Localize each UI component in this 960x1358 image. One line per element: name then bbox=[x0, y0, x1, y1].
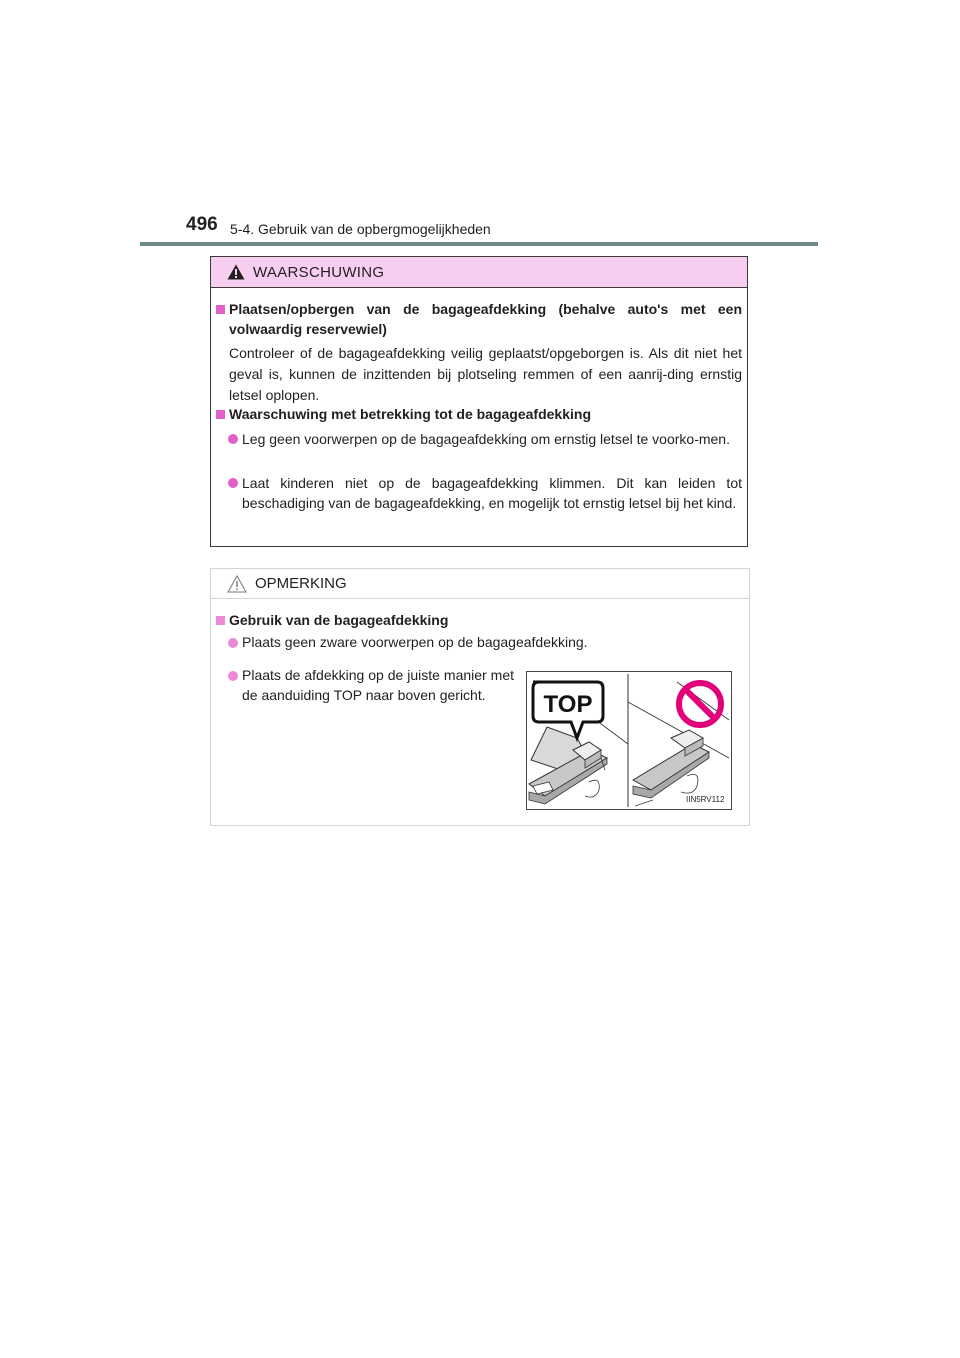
page-number: 496 bbox=[186, 214, 218, 235]
note-bullet-1: Plaats geen zware voorwerpen op de bagageafdekking. bbox=[242, 634, 588, 650]
note-title: OPMERKING bbox=[255, 575, 347, 592]
warning-title: WAARSCHUWING bbox=[253, 263, 385, 281]
prohibition-icon bbox=[679, 683, 721, 725]
warning-header bbox=[211, 257, 747, 288]
note-bullet-square bbox=[216, 616, 225, 625]
cover-orientation-illustration bbox=[526, 671, 732, 810]
caution-triangle-icon bbox=[227, 575, 247, 593]
note-bullet-2: Plaats de afdekking op de juiste manier met de aanduiding TOP naar boven gericht. bbox=[242, 667, 514, 703]
top-label: TOP bbox=[543, 691, 593, 718]
illustration-code: IIN5RV112 bbox=[686, 795, 725, 804]
note-heading: Gebruik van de bagageafdekking bbox=[229, 612, 449, 628]
warning-bullet-dot-2 bbox=[228, 478, 238, 488]
warning-triangle-icon bbox=[227, 264, 245, 280]
warning-item-1-heading: Plaatsen/opbergen van de bagageafdekking (behalve auto's met een volwaardig reservewiel) bbox=[229, 301, 742, 337]
warning-item-2-bullet-square bbox=[216, 410, 225, 419]
warning-bullet-2: Laat kinderen niet op de bagageafdekking klimmen. Dit kan leiden tot beschadiging van de bagageafdekking, en mogelijk tot ernstig letsel bij het kind. bbox=[242, 475, 742, 511]
note-bullet-dot-1 bbox=[228, 638, 238, 648]
warning-item-1-text: Controleer of de bagageafdekking veilig geplaatst/opgeborgen is. Als dit niet het geval is, kunnen de inzittenden bij plotseling remmen of een aanrij-ding ernstig letsel oplopen. bbox=[229, 345, 742, 403]
warning-item-1-bullet-square bbox=[216, 305, 225, 314]
note-bullet-dot-2 bbox=[228, 671, 238, 681]
warning-bullet-dot-1 bbox=[228, 434, 238, 444]
section-title: 5-4. Gebruik van de opbergmogelijkheden bbox=[230, 221, 491, 237]
note-header bbox=[211, 569, 749, 599]
warning-item-2-heading: Waarschuwing met betrekking tot de bagageafdekking bbox=[229, 406, 591, 422]
header-rule bbox=[140, 242, 818, 246]
warning-bullet-1: Leg geen voorwerpen op de bagageafdekking om ernstig letsel te voorko-men. bbox=[242, 431, 730, 447]
